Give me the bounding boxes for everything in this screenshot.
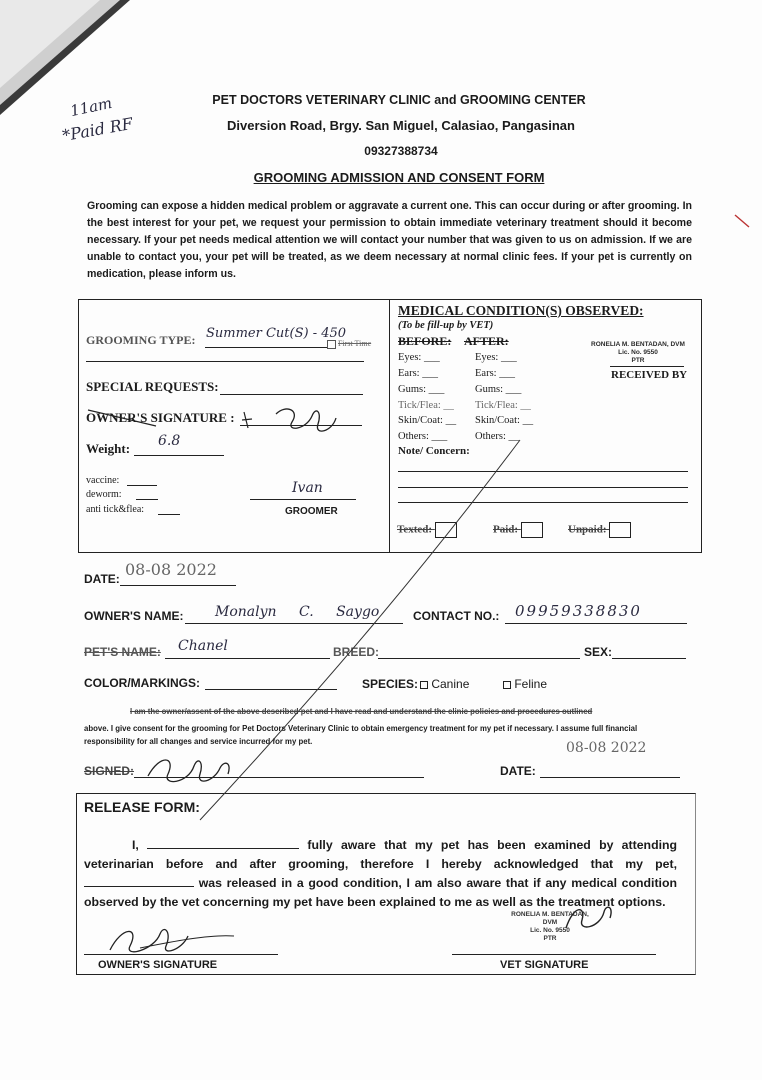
signed-signature-image	[140, 750, 250, 790]
handwritten-time: 11am	[68, 93, 114, 121]
anti-tick-label: anti tick&flea:	[86, 504, 145, 515]
feline-checkbox[interactable]	[503, 681, 511, 689]
deworm-label: deworm:	[86, 489, 122, 500]
color-markings-line	[205, 689, 337, 690]
sex-label: SEX:	[584, 645, 613, 659]
owner-name-value: Monalyn C. Saygo	[215, 604, 380, 620]
unpaid-checkbox[interactable]	[609, 522, 631, 538]
vaccine-label: vaccine:	[86, 475, 120, 486]
vet-sig-line	[452, 954, 656, 955]
groomer-line	[250, 499, 356, 500]
vet-fillup-note: (To be fill-up by VET)	[398, 320, 494, 331]
consent-text: above. I give consent for the grooming for Pet Doctors Veterinary Clinic to obtain emergency treatment for my pet if necessary. I assume full financial responsibility for all changes and service incurred for my pet.	[84, 724, 638, 746]
consent-date-line	[540, 777, 680, 778]
before-others: Others: ___	[398, 431, 448, 442]
box-divider	[389, 299, 390, 552]
grooming-type-label: GROOMING TYPE:	[86, 333, 196, 347]
owner-name-line	[185, 623, 403, 624]
intro-paragraph: Grooming can expose a hidden medical problem or aggravate a current one. This can occur during or after grooming. In the best interest for your pet, we request your permission to obtain immediate veterinary treatment should it become necessary. If your pet needs medical attention we will contact your number that was given to us on admission. If we are unable to contact you, your pet will be treated, as we deem necessary at normal clinic fees. If your pet is currently on medication, please inform us.	[87, 200, 692, 280]
handwritten-paid-note: *Paid RF	[60, 113, 135, 146]
vet-stamp-ptr: PTR	[631, 357, 645, 364]
release-stamp-lic: Lic. No. 9550	[530, 927, 570, 934]
paid-checkbox[interactable]	[521, 522, 543, 538]
before-tick-flea: Tick/Flea: __	[398, 400, 454, 411]
species-label: SPECIES:	[362, 677, 419, 691]
special-requests-line	[220, 394, 363, 395]
release-name-line	[147, 848, 299, 849]
deworm-line	[136, 499, 158, 500]
note-concern-label: Note/ Concern:	[398, 445, 470, 457]
vet-stamp-name: RONELIA M. BENTADAN, DVM	[591, 341, 685, 348]
before-gums: Gums: ___	[398, 384, 445, 395]
weight-value: 6.8	[158, 433, 181, 449]
paid-label: Paid:	[493, 522, 543, 538]
release-pet-line	[84, 886, 194, 887]
contact-label: CONTACT NO.:	[413, 609, 500, 623]
note-line-3	[398, 502, 688, 503]
contact-value: 09959338830	[515, 602, 642, 620]
consent-date-label: DATE:	[500, 764, 536, 778]
contact-line	[505, 623, 687, 624]
canine-checkbox[interactable]	[420, 681, 428, 689]
groomer-label: GROOMER	[285, 506, 338, 517]
after-skin-coat: Skin/Coat: __	[475, 415, 534, 426]
grooming-type-value: Summer Cut(S) - 450	[206, 326, 347, 341]
breed-label: BREED:	[333, 645, 380, 659]
vaccine-line	[127, 485, 157, 486]
pet-name-label: PET'S NAME:	[84, 645, 161, 659]
after-ears: Ears: ___	[475, 368, 515, 379]
release-title: RELEASE FORM:	[84, 799, 200, 815]
after-tick-flea: Tick/Flea: __	[475, 400, 531, 411]
note-line-2	[398, 487, 688, 488]
canine-option[interactable]	[420, 677, 469, 691]
clinic-address: Diversion Road, Brgy. San Miguel, Calasiao, Pangasinan	[227, 118, 575, 133]
release-stamp-ptr: PTR	[543, 935, 557, 942]
texted-label: Texted:	[397, 522, 457, 538]
vet-sig-label: VET SIGNATURE	[500, 959, 589, 971]
note-line-1	[398, 471, 688, 472]
anti-tick-line	[158, 514, 180, 515]
clinic-phone: 09327388734	[364, 144, 438, 158]
before-skin-coat: Skin/Coat: __	[398, 415, 457, 426]
weight-label: Weight:	[86, 441, 131, 456]
after-label: AFTER:	[464, 334, 509, 348]
form-title: GROOMING ADMISSION AND CONSENT FORM	[253, 170, 545, 185]
pet-name-value: Chanel	[178, 638, 228, 654]
consent-date-value: 08-08 2022	[566, 740, 647, 756]
after-eyes: Eyes: ___	[475, 352, 517, 363]
vet-signature-image	[560, 898, 620, 938]
after-others: Others: __	[475, 431, 520, 442]
clinic-name: PET DOCTORS VETERINARY CLINIC and GROOMING CENTER	[212, 93, 586, 107]
sex-line	[612, 658, 686, 659]
canine-label: Canine	[431, 677, 470, 691]
owner-signature-image	[86, 400, 356, 440]
date-label: DATE:	[84, 572, 120, 586]
breed-line	[378, 658, 580, 659]
received-by-label: RECEIVED BY	[611, 369, 688, 381]
pet-name-line	[165, 658, 330, 659]
grooming-type-line	[205, 347, 327, 348]
weight-line	[134, 455, 224, 456]
first-time-label: First Time	[338, 339, 372, 348]
grooming-type-line-2	[86, 361, 364, 362]
after-gums: Gums: ___	[475, 384, 522, 395]
before-label: BEFORE:	[398, 334, 452, 348]
date-line	[120, 585, 236, 586]
groomer-name: Ivan	[292, 480, 323, 496]
consent-line-1: I am the owner/assent of the above described pet and I have read and understand the clinic policies and procedures outlined	[130, 707, 593, 716]
before-eyes: Eyes: ___	[398, 352, 440, 363]
feline-option[interactable]	[503, 677, 547, 691]
feline-label: Feline	[514, 677, 548, 691]
owner-signature-label: OWNER'S SIGNATURE :	[86, 410, 235, 425]
color-markings-label: COLOR/MARKINGS:	[84, 676, 200, 690]
signed-label: SIGNED:	[84, 764, 135, 778]
owner-sig-line	[84, 954, 278, 955]
before-ears: Ears: ___	[398, 368, 438, 379]
received-by-line	[610, 366, 684, 367]
special-requests-label: SPECIAL REQUESTS:	[86, 379, 219, 394]
release-stamp-name: RONELIA M. BENTADAN, DVM	[511, 911, 589, 926]
owner-sig-label: OWNER'S SIGNATURE	[98, 959, 218, 971]
unpaid-label: Unpaid:	[568, 522, 631, 538]
owner-name-label: OWNER'S NAME:	[84, 609, 184, 623]
medical-condition-title: MEDICAL CONDITION(S) OBSERVED:	[398, 303, 644, 318]
vet-stamp	[588, 341, 688, 365]
vet-stamp-lic: Lic. No. 9550	[618, 349, 658, 356]
release-paragraph: I, fully aware that my pet has been examined by attending veterinarian before and after grooming, therefore I hereby acknowledged that my pet, was released in a good condition, I am also aware that if any medical condition observed by the vet concerning my pet have been explained to me as well as the treatment options.	[84, 838, 678, 909]
texted-checkbox[interactable]	[435, 522, 457, 538]
first-time-checkbox[interactable]	[327, 339, 371, 349]
date-value: 08-08 2022	[125, 560, 217, 579]
